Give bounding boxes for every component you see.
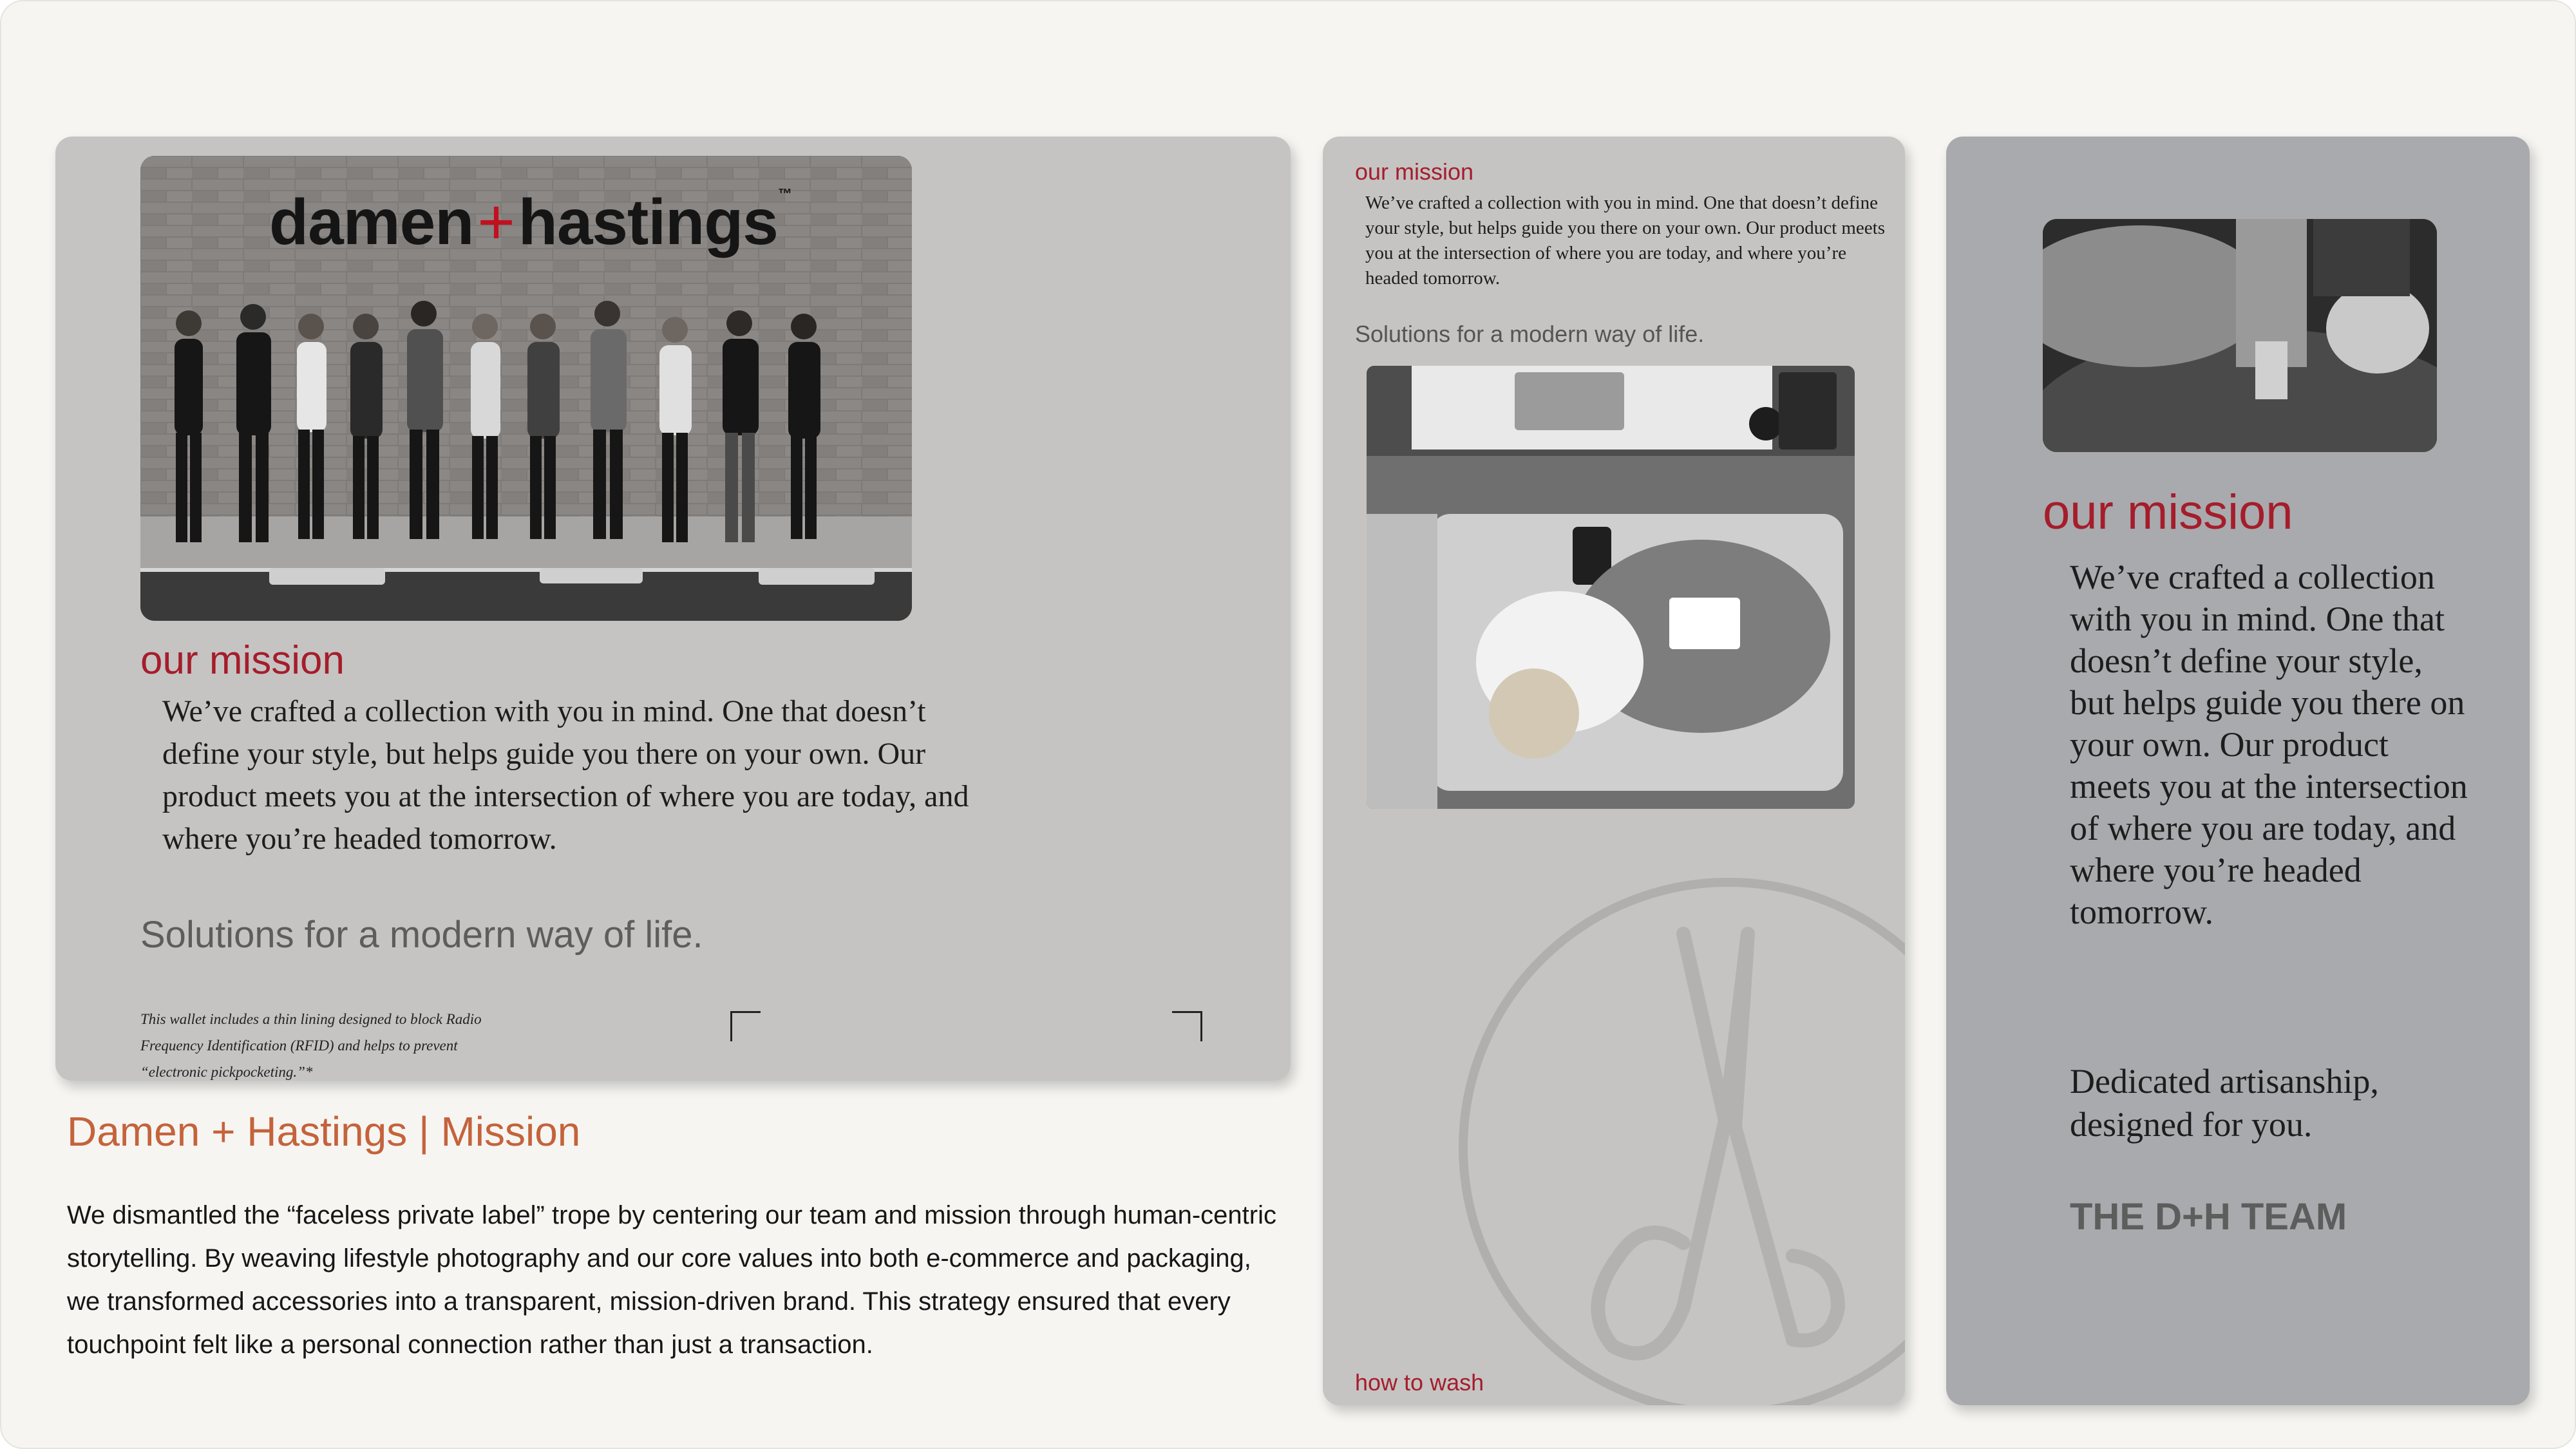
crop-mark-left — [730, 1011, 761, 1041]
main-tagline: Solutions for a modern way of life. — [140, 914, 703, 956]
main-mission-heading: our mission — [140, 638, 345, 683]
lifestyle-photo — [1367, 366, 1855, 809]
middle-tagline: Solutions for a modern way of life. — [1355, 321, 1705, 347]
sewing-machine-photo — [2043, 219, 2437, 452]
middle-mission-body: We’ve crafted a collection with you in mind. One that doesn’t define your style, but helps guide you there on your own. Our product meets you at the intersection of where you are today, and where you’re headed tomorrow. — [1365, 193, 1886, 289]
brand-logo: damen+hastings™ — [269, 185, 791, 258]
right-mission-body: We’ve crafted a collection with you in mind. One that doesn’t define your style, but helps guide you there on your own. Our product meets you at the intersection of where you are today, and where you’re headed tomorrow. — [2070, 558, 2468, 931]
case-study-description: We dismantled the “faceless private label” trope by centering our team and mission through human-centric storytelling. By weaving lifestyle photography and our core values into both e-commerce and packaging, we transformed accessories into a transparent, mission-driven brand. This strategy ensured that every touchpoint felt like a personal connection rather than just a transaction. — [67, 1201, 1276, 1359]
rfid-fine-print: This wallet includes a thin lining designed to block Radio Frequency Identification (RFID) and helps to prevent “electronic pickpocketing.”* — [140, 1011, 482, 1080]
team-signature: THE D+H TEAM — [2070, 1196, 2347, 1238]
main-mission-body: We’ve crafted a collection with you in mind. One that doesn’t define your style, but helps guide you there on your own. Our product meets you at the intersection of where you are today, and where you’re headed tomorrow. — [162, 694, 969, 856]
right-mission-heading: our mission — [2043, 485, 2293, 540]
middle-mission-heading: our mission — [1355, 158, 1474, 185]
how-to-wash-label: how to wash — [1355, 1369, 1484, 1396]
crop-mark-right — [1172, 1011, 1202, 1041]
right-artisanship-line: Dedicated artisanship, designed for you. — [2070, 1062, 2379, 1144]
case-study-title: Damen + Hastings | Mission — [67, 1108, 581, 1155]
how-to-wash-scissors-graphic — [1323, 857, 1905, 1405]
